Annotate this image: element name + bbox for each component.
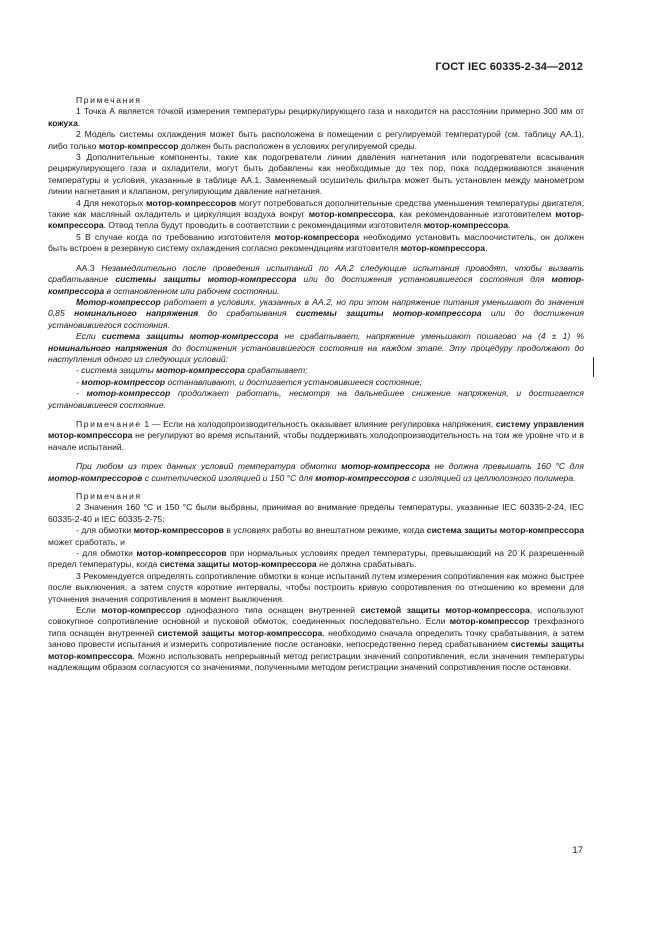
notes-heading-1: Примечания [76,95,142,105]
defined-term: система защиты мотор-компрессора [101,331,279,342]
defined-term: мотор-компрессор [449,616,530,627]
text-run: должен быть расположен в условиях регулируемой среды. [178,140,418,151]
defined-term: мотор-компрессоров [133,525,224,536]
text-run: - для обмотки [76,525,134,536]
text-run: - [76,388,87,399]
text-run: однофазного типа оснащен внутренней [180,605,361,616]
text-run: . Можно использовать непрерывный метод регистрации значений сопротивления, если значения температуры надлежащим образом согласуются со значениями, полученными методом регистрации значений сопротивления после остановки. [48,650,584,673]
text-run: при нормальных условиях предел температуры, превышающий на 20 К разрешенный предел температуры, когда [48,548,584,570]
defined-term: мотор-компрессор [98,140,179,151]
defined-term: мотор-компрессор [101,605,181,616]
paragraph [48,571,584,605]
defined-term: системы защиты мотор-компрессора [295,308,482,319]
defined-term: кожуха [48,117,78,128]
text-run: , как рекомендованные изготовителем [393,209,556,220]
text-run: , используют совокупное сопротивление основной и пусковой обмоток, соединенных последовательно. Если [48,605,584,627]
text-run: до срабатывания [198,308,296,319]
defined-term: мотор-компрессоров [315,472,410,483]
defined-term: система защиты мотор-компрессора [426,525,584,536]
paragraph [48,525,584,548]
text-run: не должна срабатывать. [316,559,417,570]
clause-paragraph [48,331,584,365]
clause-aa3 [48,263,584,411]
defined-term: мотор-компрессоров [48,472,143,483]
defined-term: мотор-компрессора [423,220,509,231]
text-run: останавливают, и достигается установившееся состояние; [165,376,422,387]
text-run: может сработать, и [48,536,125,547]
list-item [48,388,584,411]
text-run: 5 В случае когда по требованию изготовителя [76,231,275,242]
text-run: 1 Точка А является точкой измерения температуры рециркулирующего газа и находится на расстоянии примерно 300 мм от [76,106,584,117]
text-run: работает в условиях, указанных в АА.2, но при этом напряжение питания уменьшают до значения 0,85 [48,296,584,319]
notes-heading-2: Примечания [76,491,142,501]
text-run: могут потребоваться дополнительные средства уменьшения температуры двигателя, такие как масляный охладитель и циркуляция воздуха вокруг [48,197,584,220]
text-run: АА.3 [76,262,102,273]
temperature-limit-paragraph [48,461,584,484]
defined-term: система защиты мотор-компрессора [159,559,317,570]
text-run: трехфазного типа оснащен внутренней [48,616,584,638]
page-header: ГОСТ IEC 60335-2-34—2012 [435,61,583,73]
defined-term: мотор-компрессора [48,209,584,231]
paragraph [48,502,584,525]
defined-term: мотор-компрессора [308,209,394,220]
defined-term: мотор-компрессора [156,365,245,376]
clause-paragraph [48,263,584,297]
text-run: продолжает работать, несмотря на дальнейшее снижение напряжения, и достигается установившееся состояние. [48,388,585,410]
text-run: . [508,220,511,231]
text-run: в условиях работы во внештатном режиме, когда [223,525,427,536]
text-run: с синтетической изоляцией и 150 °С для [142,472,316,483]
text-run: необходимо установить маслоочиститель, он должен быть встроен в резервную систему охлаждения согласно рекомендациям изготовителя [48,231,584,254]
text-run: не должна превышать 160 °С для [429,461,584,472]
text-run: или до достижения установившегося состояния для [296,274,552,285]
text-run: . [485,243,488,254]
defined-term: мотор-компрессоров [146,197,237,208]
text-run: - система защиты [76,365,157,376]
note-single [48,419,584,453]
defined-term: мотор-компрессора [48,274,584,296]
notes-list-1 [48,106,584,254]
text-run: 2 Модель системы охлаждения может быть расположена в помещении с регулируемой температурой (см. таблицу АА.1), либо только [48,129,584,151]
text-run: 3 Дополнительные компоненты, такие как подогреватели линии давления нагнетания или подогреватели всасывания рециркулирующего газа и охладители, могут быть добавлены как необходимые до тех пор, пока поддерживаются значения температуры и условия, указанные в таблице АА.1. Заменяемый осушитель фильтра может быть установлен между манометром линии нагнетания и клапаном, регулирующим давление нагнетания. [48,152,584,197]
notes-list-2 [48,502,584,673]
defined-term: системы защиты мотор-компрессора [48,639,584,661]
text-run: 2 Значения 160 °С и 150 °С были выбраны, принимая во внимание пределы температуры, указанные IEC 60335-2-24, IEC 60335-2-40 и IEC 60335-2-75: [48,502,584,524]
defined-term: системы защиты мотор-компрессора [115,274,297,285]
defined-term: номинального напряжения [48,342,168,353]
paragraph [48,548,584,571]
paragraph [48,106,584,129]
clause-paragraph [48,297,584,331]
text-run: в остановленном или рабочем состоянии. [104,285,280,296]
text-run: 4 Для некоторых [76,197,147,208]
paragraph [48,605,584,673]
text-run: При любом из трех данных условий температура обмотки [76,461,342,472]
text-run: Если [76,331,102,342]
text-run: - для обмотки [76,548,137,559]
change-bar [593,357,594,377]
page-number: 17 [572,845,583,856]
defined-term: мотор-компрессора [274,231,360,242]
text-run: срабатывает; [244,365,308,376]
paragraph [48,129,584,152]
defined-term: мотор-компрессора [400,243,486,254]
text-run: с изоляцией из целлюлозного полимера. [409,472,576,483]
note-label: Примечание [76,418,142,429]
defined-term: мотор-компрессоров [136,548,227,559]
text-run: не срабатывает, напряжение уменьшают пошагово на (4 ± 1) % [278,331,584,342]
text-run: до достижения установившегося состояния на каждом этапе. Эту процедуру продолжают до наступления одного из следующих условий: [48,342,584,364]
paragraph [48,232,584,255]
text-run: Если [76,605,102,616]
text-run: или до достижения установившегося состояния. [48,308,584,330]
text-run: 1 — Если на холодопроизводительность оказывает влияние регулировка напряжения, [141,418,496,429]
defined-term: мотор-компрессора [341,461,430,472]
defined-term: мотор-компрессор [81,376,166,387]
defined-term: номинального напряжения [74,308,199,319]
list-item [48,365,584,376]
text-run: Незамедлительно после проведения испытаний по АА.2 следующие испытания проводят, чтобы вызвать срабатывание [48,262,584,285]
text-run: - [76,376,82,387]
text-run: . [77,117,81,128]
text-run: . Отвод тепла будут проводить в соответствии с рекомендациями изготовителя [103,220,424,231]
paragraph [48,152,584,198]
defined-term: Мотор-компрессор [76,296,161,307]
text-run: не регулируют во время испытаний, чтобы поддерживать холодопроизводительность на том же уровне что и в начале испытаний. [48,430,584,452]
document-body [48,95,584,674]
list-item [48,377,584,388]
defined-term: системой защиты мотор-компрессора [157,627,323,638]
text-run: 3 Рекомендуется определять сопротивление обмотки в конце испытаний путем измерения сопротивления как можно быстрее после выключения, а затем спустя короткие интервалы, чтобы построить кривую сопротивления по отношению ко времени для уточнения значения сопротивления в момент выключения. [48,570,584,604]
defined-term: мотор-компрессор [86,388,171,399]
paragraph [48,198,584,232]
text-run: , необходимо сначала определить точку срабатывания, а затем заново провести испытания и измерить сопротивление после остановки, непосредственно перед срабатыванием [48,627,585,650]
defined-term: системой защиты мотор-компрессора [360,605,530,616]
defined-term: систему управления мотор-компрессора [48,418,584,441]
